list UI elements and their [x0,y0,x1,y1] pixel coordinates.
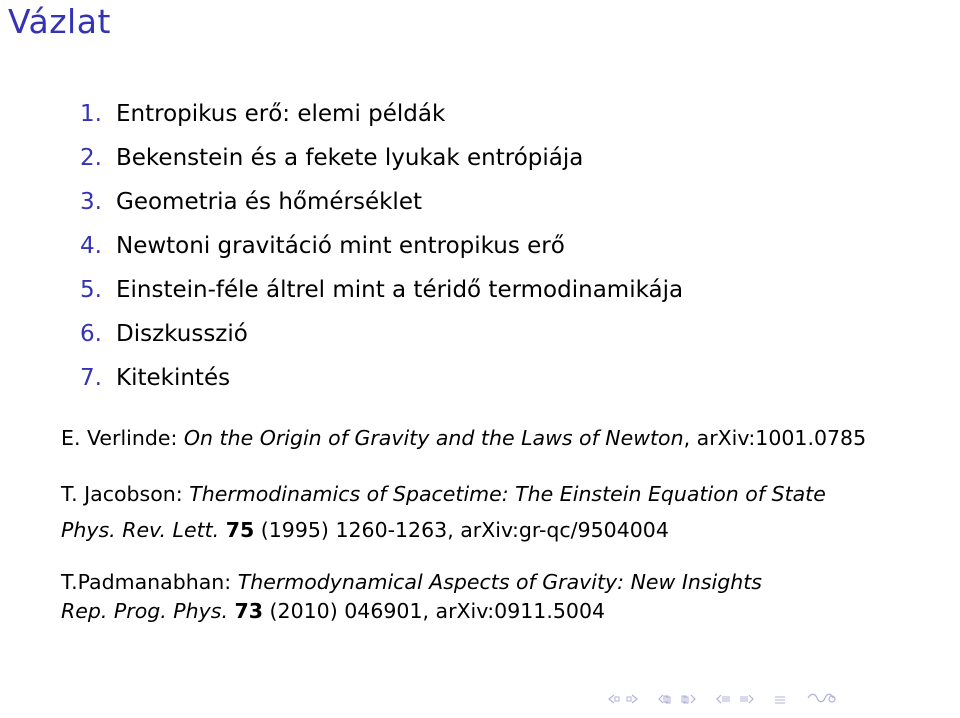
outline-number: 5. [80,277,102,303]
nav-frame-right-icon[interactable] [626,693,638,707]
outline-item-2 [80,140,683,184]
reference-line [61,512,941,548]
outline-text: Geometria és hőmérséklet [116,189,422,215]
reference-padmanabhan [61,568,941,626]
references [61,420,941,646]
reference-line [61,476,941,512]
reference-jacobson [61,476,941,548]
nav-subsection-right-icon[interactable] [680,693,696,707]
reference-title: Thermodynamical Aspects of Gravity: New Insights [237,570,762,594]
outline-item-1 [80,96,683,140]
navigation-bar [608,692,836,707]
outline-text: Diszkusszió [116,321,248,347]
reference-details: (1995) 1260-1263, arXiv:gr-qc/9504004 [254,518,669,542]
reference-volume: 73 [234,599,264,623]
nav-frame-left-icon[interactable] [608,693,620,707]
page-title: Vázlat [8,2,111,41]
nav-section-left-icon[interactable] [716,693,732,707]
outline-item-7 [80,360,683,404]
nav-search-icon[interactable] [806,692,836,707]
outline-number: 3. [80,189,102,215]
reference-details: , arXiv:1001.0785 [683,426,867,450]
outline-number: 4. [80,233,102,259]
reference-verlinde [61,420,941,456]
outline-text: Kitekintés [116,365,231,391]
reference-title: On the Origin of Gravity and the Laws of Newton [183,426,684,450]
reference-author: E. Verlinde: [61,426,184,450]
reference-title: Thermodinamics of Spacetime: The Einstein Equation of State [189,482,826,506]
outline-text: Entropikus erő: elemi példák [116,101,446,127]
outline-item-3 [80,184,683,228]
nav-subsection-left-icon[interactable] [658,693,674,707]
outline-text: Einstein-féle áltrel mint a téridő termodinamikája [116,277,684,303]
reference-journal: Phys. Rev. Lett. [61,518,220,542]
reference-journal: Rep. Prog. Phys. [61,599,228,623]
nav-section-right-icon[interactable] [738,693,754,707]
outline-list [80,96,683,404]
reference-author: T.Padmanabhan: [61,570,238,594]
reference-line [61,420,941,456]
outline-item-6 [80,316,683,360]
outline-text: Newtoni gravitáció mint entropikus erő [116,233,565,259]
reference-volume: 75 [225,518,255,542]
reference-details: (2010) 046901, arXiv:0911.5004 [263,599,606,623]
outline-number: 1. [80,101,102,127]
nav-align-icon[interactable] [774,693,786,707]
reference-author: T. Jacobson: [61,482,190,506]
outline-number: 6. [80,321,102,347]
outline-item-5 [80,272,683,316]
reference-line [61,568,941,597]
reference-line [61,597,941,626]
outline-number: 7. [80,365,102,391]
outline-text: Bekenstein és a fekete lyukak entrópiája [116,145,584,171]
outline-item-4 [80,228,683,272]
outline-number: 2. [80,145,102,171]
